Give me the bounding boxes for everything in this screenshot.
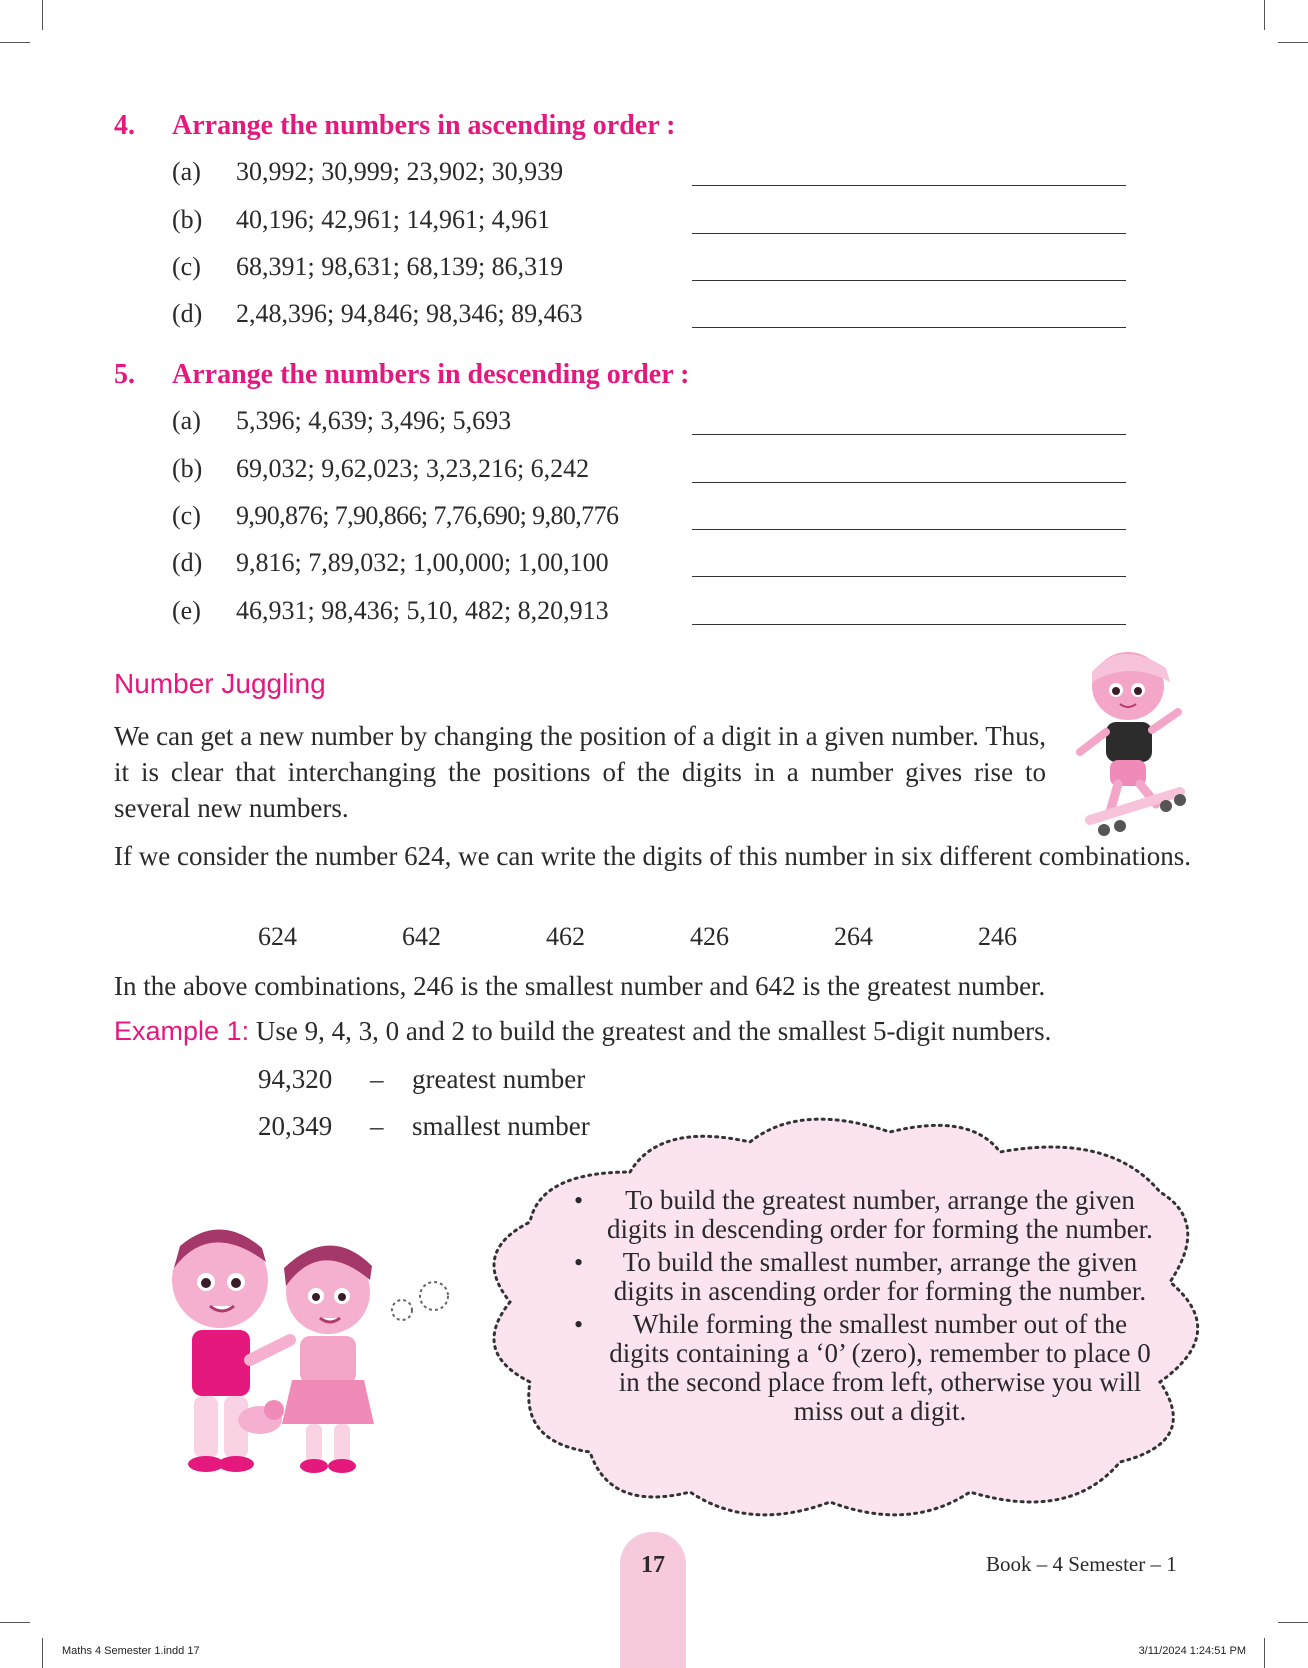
example-dash: – [370,1111,384,1141]
paragraph-intro: We can get a new number by changing the position of a digit in a given number. Thus, it is clear that interchanging the positions of the digits in a number gives rise to several new numbers. [114,721,1046,823]
crop-mark [1278,42,1308,43]
question-4-title: Arrange the numbers in ascending order : [172,110,676,141]
example-value: 94,320 [258,1064,333,1094]
kids-illustration [150,1220,450,1480]
item-numbers: 9,90,876; 7,90,866; 7,76,690; 9,80,776 [236,501,619,530]
example-result-greatest [258,1064,586,1095]
item-numbers: 9,816; 7,89,032; 1,00,000; 1,00,100 [236,548,609,577]
question-5-title: Arrange the numbers in descending order : [172,359,690,390]
item-label: (d) [172,299,203,328]
item-numbers: 46,931; 98,436; 5,10, 482; 8,20,913 [236,596,609,625]
example-result-smallest [258,1111,590,1142]
example-dash: – [370,1064,384,1094]
combination-value: 264 [834,922,873,951]
item-numbers: 68,391; 98,631; 68,139; 86,319 [236,252,564,281]
question-4-number: 4. [114,110,135,141]
bullet-dot: • [574,1186,584,1215]
answer-line[interactable] [692,434,1126,435]
tip-text: To build the smallest number, arrange the given digits in ascending order for forming the number. [613,1247,1147,1306]
crop-mark [1278,1622,1308,1623]
item-numbers: 40,196; 42,961; 14,961; 4,961 [236,205,551,234]
answer-line[interactable] [692,327,1126,328]
crop-mark [0,1622,30,1623]
question-5-number: 5. [114,359,135,390]
combination-value: 642 [402,922,441,951]
item-numbers: 5,396; 4,639; 3,496; 5,693 [236,406,512,435]
cloud-tips [560,1186,1160,1430]
item-numbers: 30,992; 30,999; 23,902; 30,939 [236,157,564,186]
item-label: (c) [172,501,201,530]
item-label: (b) [172,205,203,234]
answer-line[interactable] [692,482,1126,483]
example-statement [114,1016,1051,1047]
crop-mark [1264,1638,1265,1668]
item-label: (a) [172,406,201,435]
tip-item [560,1310,1160,1426]
example-desc: greatest number [412,1064,586,1094]
item-label: (b) [172,454,203,483]
example-label: Example 1: [114,1016,250,1046]
example-value: 20,349 [258,1111,333,1141]
combination-value: 624 [258,922,297,951]
item-numbers: 69,032; 9,62,023; 3,23,216; 6,242 [236,454,590,483]
skateboarder-illustration [1070,642,1190,842]
tip-text: To build the greatest number, arrange the given digits in descending order for forming the number. [607,1185,1153,1244]
page-number: 17 [641,1552,665,1578]
bullet-dot: • [574,1310,584,1339]
answer-line[interactable] [692,529,1126,530]
book-semester-label: Book – 4 Semester – 1 [986,1552,1177,1576]
tip-item [560,1248,1160,1306]
crop-mark [1264,0,1265,30]
answer-line[interactable] [692,233,1126,234]
answer-line[interactable] [692,624,1126,625]
bullet-dot: • [574,1248,584,1277]
slug-filename: Maths 4 Semester 1.indd 17 [62,1645,200,1657]
slug-divider [42,1640,43,1668]
answer-line[interactable] [692,185,1126,186]
paragraph-summary: In the above combinations, 246 is the smallest number and 642 is the greatest number. [114,971,1046,1001]
paragraph-combinations: If we consider the number 624, we can write the digits of this number in six different combinations. [114,841,1191,871]
tip-item [560,1186,1160,1244]
item-label: (a) [172,157,201,186]
answer-line[interactable] [692,576,1126,577]
crop-mark [42,0,43,30]
section-title: Number Juggling [114,668,326,699]
example-desc: smallest number [412,1111,590,1141]
combination-value: 426 [690,922,729,951]
item-label: (c) [172,252,201,281]
item-numbers: 2,48,396; 94,846; 98,346; 89,463 [236,299,583,328]
example-text: Use 9, 4, 3, 0 and 2 to build the greatest and the smallest 5-digit numbers. [249,1016,1052,1046]
item-label: (d) [172,548,203,577]
combination-value: 462 [546,922,585,951]
answer-line[interactable] [692,280,1126,281]
item-label: (e) [172,596,201,625]
tip-text: While forming the smallest number out of the digits containing a ‘0’ (zero), remember to place 0 in the second place from left, otherwise you will miss out a digit. [609,1309,1151,1426]
slug-timestamp: 3/11/2024 1:24:51 PM [1138,1645,1246,1657]
combination-value: 246 [978,922,1017,951]
crop-mark [0,42,30,43]
